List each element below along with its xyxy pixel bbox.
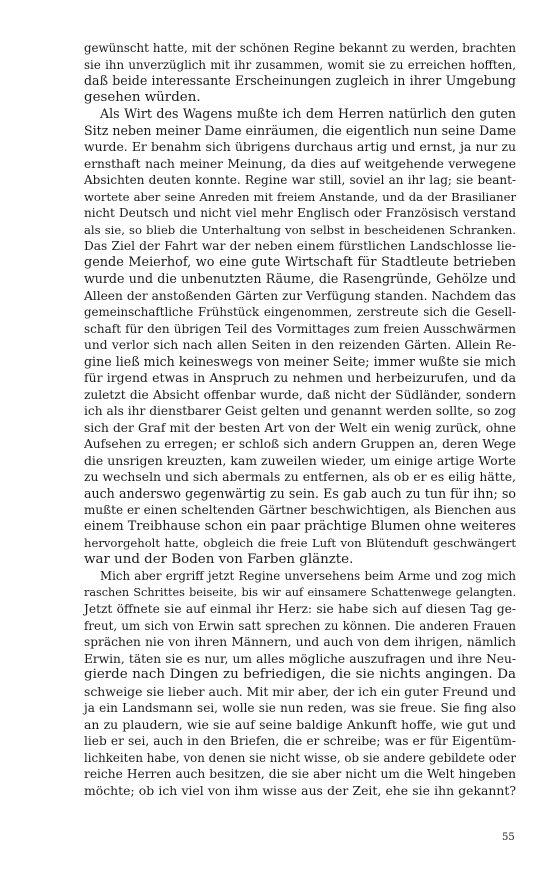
text-line: Sitz neben meiner Dame einräumen, die eigentlich nun seine Dame	[84, 122, 517, 138]
text-line: ja ein Landsmann sei, wolle sie nun reden, was sie freue. Sie fing also	[84, 701, 516, 715]
text-line: nicht Deutsch und nicht viel mehr Englisch oder Französisch verstand	[84, 206, 516, 220]
text-line: ernsthaft nach meiner Meinung, da dies auf weitgehende verwegene	[84, 156, 516, 171]
text-line: schaft für den übrigen Teil des Vormittages zum freien Ausschwärmen	[84, 321, 516, 336]
text-line: freut, um sich von Erwin satt sprechen zu können. Die anderen Frauen	[84, 618, 516, 633]
text-line: gewünscht hatte, mit der schönen Regine bekannt zu werden, brachten	[84, 41, 516, 55]
text-line: wortete aber seine Anreden mit freiem Anstande, und da der Brasilianer	[84, 189, 516, 204]
text-line: gesehen würden.	[84, 89, 201, 105]
text-line: sich der Graf mit der besten Art von der Welt ein wenig zurück, ohne	[84, 420, 516, 435]
text-line: zuletzt die Absicht offenbar wurde, daß nicht der Südländer, sondern	[84, 387, 516, 402]
text-line: mußte er einen scheltenden Gärtner beschwichtigen, als Bienchen aus	[84, 503, 516, 517]
text-line: gemeinschaftliche Frühstück eingenommen, zerstreute sich die Gesell-	[84, 305, 516, 319]
text-line: möchte; ob ich viel von ihm wisse aus der Zeit, ehe sie ihn gekannt?	[84, 782, 516, 798]
text-line: Mich aber ergriff jetzt Regine unversehens beim Arme und zog mich	[100, 569, 516, 583]
text-line: Erwin, täten sie es nur, um alles mögliche auszufragen und ihre Neu-	[84, 651, 516, 666]
text-line: für irgend etwas in Anspruch zu nehmen und herbeizurufen, und da	[84, 370, 516, 385]
text-line: die unsrigen kreuzten, kam zuweilen wieder, um einige artige Worte	[84, 452, 516, 468]
text-line: an zu plaudern, wie sie auf seine baldige Ankunft hoffe, wie gut und	[84, 716, 516, 732]
text-line: auch anderswo gegenwärtig zu sein. Es gab auch zu tun für ihn; so	[84, 485, 516, 501]
text-line: reiche Herren auch besitzen, die sie aber nicht um die Welt hingeben	[84, 767, 516, 781]
text-line: Das Ziel der Fahrt war der neben einem fürstlichen Landschlosse lie-	[84, 239, 516, 253]
text-line: Aufsehen zu erregen; er schloß sich andern Gruppen an, deren Wege	[84, 437, 516, 451]
text-line: hervorgeholt hatte, obgleich die freie Luft von Blütenduft geschwängert	[84, 536, 516, 550]
text-line: wurde und die unbenutzten Räume, die Rasengründe, Gehölze und	[84, 271, 516, 286]
text-line: Als Wirt des Wagens mußte ich dem Herren natürlich den guten	[100, 106, 516, 121]
text-line: einem Treibhause schon ein paar prächtige Blumen ohne weiteres	[84, 518, 516, 534]
text-line: ich als ihr dienstbarer Geist gelten und genannt werden sollte, so zog	[84, 404, 516, 418]
text-line: zu wechseln und sich abermals zu entfernen, als ob er es eilig hätte,	[84, 469, 516, 484]
text-line: gierde nach Dingen zu befriedigen, die sie nichts angingen. Da	[84, 667, 516, 682]
text-line: sie ihn unverzüglich mit ihr zusammen, womit sie zu erreichen hofften,	[84, 57, 516, 72]
text-line: war und der Boden von Farben glänzte.	[84, 551, 354, 567]
text-line: sprächen nie von ihren Männern, und auch von dem ihrigen, nämlich	[84, 635, 516, 649]
text-line: Absichten deuten konnte. Regine war still, soviel an ihr lag; sie beant-	[84, 173, 516, 187]
text-line: wurde. Er benahm sich übrigens durchaus artig und ernst, ja nur zu	[84, 139, 516, 154]
text-line: schweige sie lieber auch. Mit mir aber, der ich ein guter Freund und	[84, 683, 516, 699]
text-line: lichkeiten habe, von denen sie nicht wisse, ob sie andere gebildete oder	[84, 750, 516, 765]
text-line: daß beide interessante Erscheinungen zugleich in ihrer Umgebung	[84, 73, 516, 88]
text-line: lieb er sei, auch in den Briefen, die er schreibe; was er für Eigentüm-	[84, 734, 516, 748]
text-line: gine ließ mich keineswegs von meiner Seite; immer wußte sie mich	[84, 353, 516, 369]
page-number: 55	[502, 832, 515, 843]
text-line: raschen Schrittes beiseite, bis wir auf einsamere Schattenwege gelangten.	[84, 585, 516, 599]
text-line: als sie, so blieb die Unterhaltung von selbst in bescheidenen Schranken.	[84, 222, 516, 237]
text-line: gende Meierhof, wo eine gute Wirtschaft für Stadtleute betrieben	[84, 254, 516, 270]
text-line: Alleen der anstoßenden Gärten zur Verfügung standen. Nachdem das	[84, 288, 516, 303]
text-line: und verlor sich nach allen Seiten in den reizenden Gärten. Allein Re-	[84, 338, 516, 352]
text-line: Jetzt öffnete sie auf einmal ihr Herz: sie habe sich auf diesen Tag ge-	[84, 602, 516, 616]
text-body	[84, 40, 516, 799]
